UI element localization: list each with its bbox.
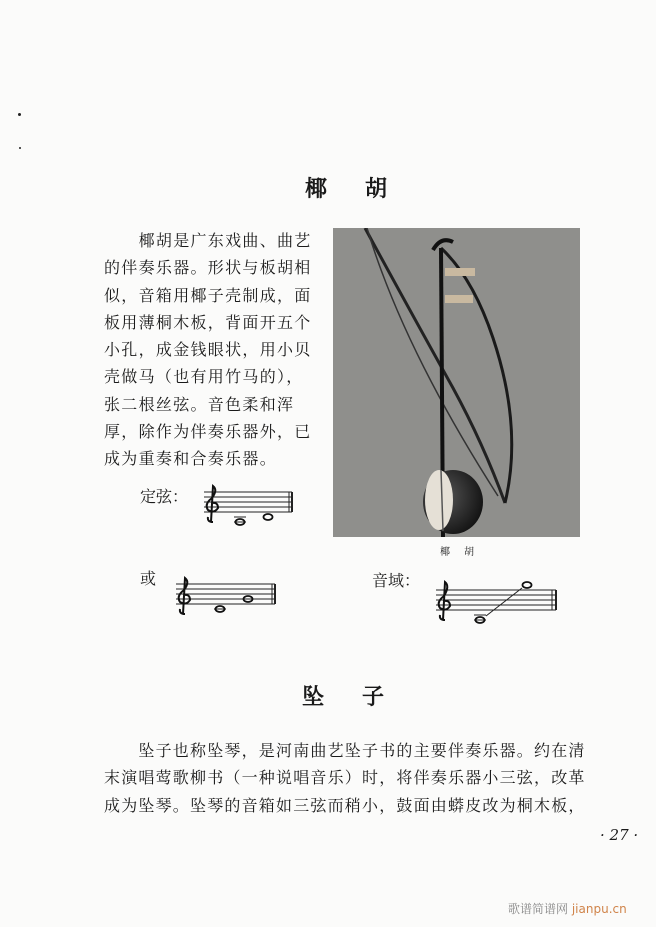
scan-speck	[18, 113, 21, 116]
note-icon	[264, 514, 273, 520]
yehu-description	[104, 227, 328, 473]
tuning-label: 定弦：	[140, 487, 189, 506]
or-label: 或	[140, 569, 157, 588]
text-line: 壳做马（也有用竹马的），	[104, 367, 304, 387]
scan-speck	[19, 147, 21, 149]
range-label: 音域：	[372, 571, 421, 590]
text-line: 板用薄桐木板，背面开五个	[104, 312, 312, 332]
text-line: 小孔，成金钱眼状，用小贝	[104, 340, 312, 360]
treble-clef-icon	[207, 486, 218, 522]
text-line: 成为坠琴。坠琴的音箱如三弦而稍小，鼓面由蟒皮改为桐木板，	[104, 795, 586, 815]
page-number: · 27 ·	[600, 826, 639, 844]
note-icon	[523, 582, 532, 588]
text-line: 的伴奏乐器。形状与板胡相	[104, 258, 312, 278]
text-line: 椰胡是广东戏曲、曲艺	[104, 231, 312, 250]
yehu-photo	[333, 228, 580, 537]
treble-clef-icon	[179, 578, 190, 614]
zhuizi-description	[104, 737, 624, 819]
text-line: 张二根丝弦。音色柔和浑	[104, 394, 295, 414]
treble-clef-icon	[439, 582, 450, 620]
section-title-zhuizi: 坠子	[302, 684, 423, 710]
range-staff	[430, 576, 560, 628]
text-line: 末演唱莺歌柳书（一种说唱音乐）时，将伴奏乐器小三弦，改革	[104, 768, 586, 788]
text-line: 似，音箱用椰子壳制成，面	[104, 285, 312, 305]
watermark	[508, 900, 627, 917]
text-line: 坠子也称坠琴，是河南曲艺坠子书的主要伴奏乐器。约在清	[104, 741, 586, 760]
tuning-staff	[198, 482, 298, 528]
watermark-cn: 歌谱简谱网	[508, 902, 569, 916]
section-title-yehu: 椰胡	[305, 176, 426, 202]
watermark-en: jianpu.cn	[571, 902, 627, 916]
text-line: 厚，除作为伴奏乐器外，已	[104, 422, 312, 442]
alternate-tuning-staff	[170, 574, 280, 620]
text-line: 成为重奏和合奏乐器。	[104, 449, 278, 469]
photo-caption: 椰胡	[440, 547, 488, 558]
